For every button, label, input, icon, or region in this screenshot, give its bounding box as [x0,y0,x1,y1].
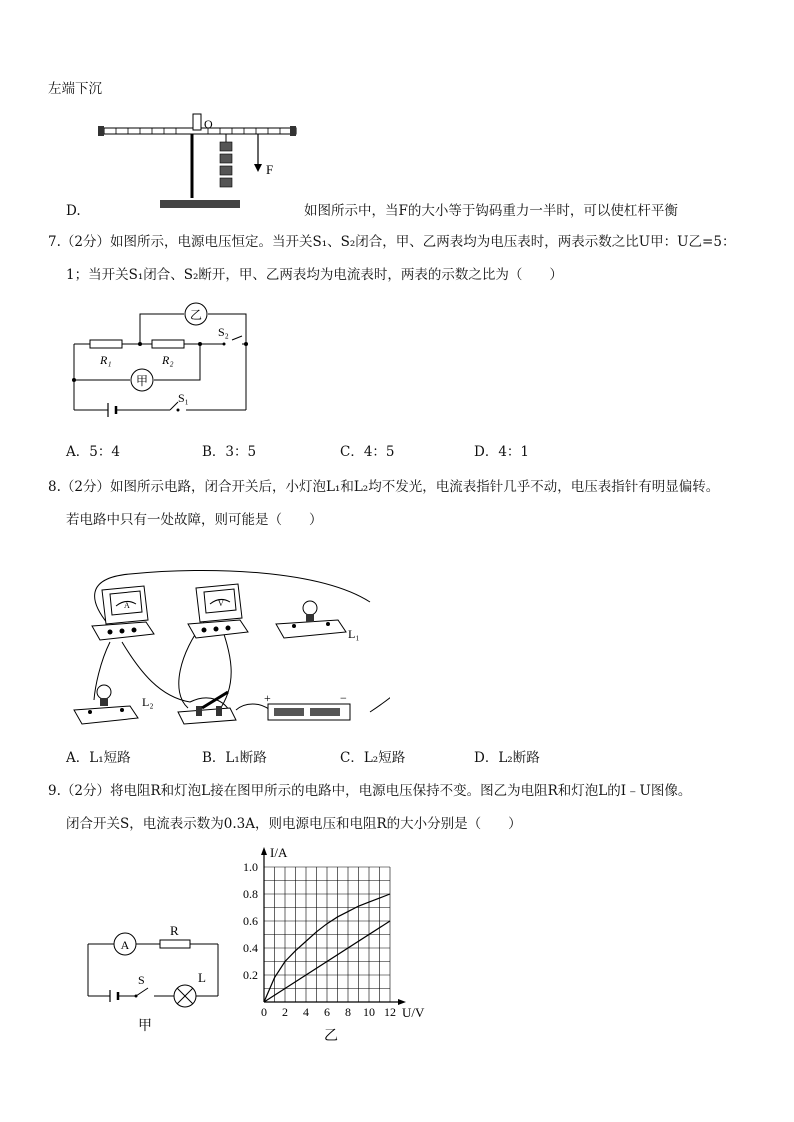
q7-option-b[interactable]: B．3：5 [202,444,257,460]
right-nut [290,126,296,136]
x-tick-label: 8 [345,1005,351,1019]
voltmeter-device [188,584,248,638]
iu-graph [230,842,450,1042]
q9-resistor-label: R [170,923,179,938]
y-tick-label: 0.4 [243,941,258,955]
q9-switch-label: S [138,973,145,987]
q8-option-d[interactable]: D．L₂断路 [474,750,540,766]
x-tick-label: 6 [324,1005,330,1019]
y-tick-labels [243,860,258,982]
force-arrow-head [254,164,262,172]
force-label: F [266,162,274,177]
ammeter-device [92,586,154,640]
lamp-l2 [74,685,138,724]
q8-option-a[interactable]: A．L₁短路 [66,750,131,766]
s2-label: S₂ [218,325,229,339]
meter-yi-label: 乙 [189,308,203,322]
y-tick-label: 0.6 [243,914,258,928]
x-tick-labels [261,1005,396,1019]
voltmeter-label: V [218,599,224,608]
q9-stem-line2: 闭合开关S，电流表示数为0.3A，则电源电压和电阻R的大小分别是（ ） [66,816,522,832]
y-axis-label: I/A [270,845,288,860]
q8-stem-line1: 8.（2分）如图所示电路，闭合开关后，小灯泡L₁和L₂均不发光，电流表指针几乎不动，电压表指针有明显偏转。 [48,479,720,495]
x-tick-label: 0 [261,1005,267,1019]
q9-fig-b-caption: 乙 [324,1029,338,1042]
q7-stem-line2: 1；当开关S₁闭合、S₂断开，甲、乙两表均为电流表时，两表的示数之比为（ ） [66,267,563,283]
r2-label: R₂ [162,353,174,367]
q8-option-b[interactable]: B．L₁断路 [202,750,267,766]
s1-label: S₁ [178,391,189,405]
x-axis-label: U/V [402,1005,425,1020]
q8-circuit-figure [70,562,390,734]
y-tick-label: 1.0 [243,860,258,874]
battery-pack [268,704,350,720]
x-tick-label: 4 [303,1005,309,1019]
s2-blade [232,336,242,340]
q7-stem-line1: 7.（2分）如图所示，电源电压恒定。当开关S₁、S₂闭合，甲、乙两表均为电压表时，两表示数之比U甲：U乙=5： [48,234,736,250]
q7-option-a[interactable]: A．5：4 [66,444,120,460]
q9-stem-line1: 9.（2分）将电阻R和灯泡L接在图甲所示的电路中，电源电压保持不变。图乙为电阻R和灯泡L的I﹣U图像。 [48,783,692,799]
x-tick-label: 10 [363,1005,375,1019]
s-blade [136,988,148,996]
battery-minus: − [340,691,347,705]
y-axis-arrow [261,847,267,855]
r1-resistor [90,340,122,348]
x-tick-label: 2 [282,1005,288,1019]
knife-switch [178,692,236,724]
y-tick-label: 0.8 [243,887,258,901]
option-d-label: D. [66,203,81,219]
stand-base [160,200,240,208]
q7-option-c[interactable]: C．4：5 [340,444,395,460]
iu-grid [264,867,390,1002]
meter-jia-label: 甲 [135,374,149,388]
option-d-text: 如图所示中，当F的大小等于钩码重力一半时，可以使杠杆平衡 [304,203,678,219]
pivot-block [193,114,201,130]
lamp-l1-label: L₁ [348,627,360,641]
q8-option-c[interactable]: C．L₂短路 [340,750,406,766]
q7-circuit-figure [66,298,256,418]
q9-lamp-label: L [198,970,206,985]
q7-option-d[interactable]: D．4：1 [474,444,530,460]
lamp-l1 [276,601,346,638]
battery-plus: + [264,691,271,705]
q8-stem-line2: 若电路中只有一处故障，则可能是（ ） [66,512,323,528]
lamp-l2-label: L₂ [142,695,154,709]
hooked-weights [220,142,232,187]
y-tick-label: 0.2 [243,968,258,982]
q9-resistor [160,940,190,948]
q9-fig-a-caption: 甲 [138,1019,152,1034]
q9-circuit-figure [78,920,238,1040]
r2-resistor [152,340,184,348]
q9-ammeter-label: A [120,938,130,952]
left-nut [98,126,104,136]
ammeter-label: A [124,601,130,610]
lever-figure [96,106,306,216]
r1-label: R₁ [100,353,112,367]
s1-blade [170,402,178,410]
prev-text-tail: 左端下沉 [48,81,102,97]
pivot-label: O [204,117,213,131]
x-tick-label: 12 [384,1005,396,1019]
